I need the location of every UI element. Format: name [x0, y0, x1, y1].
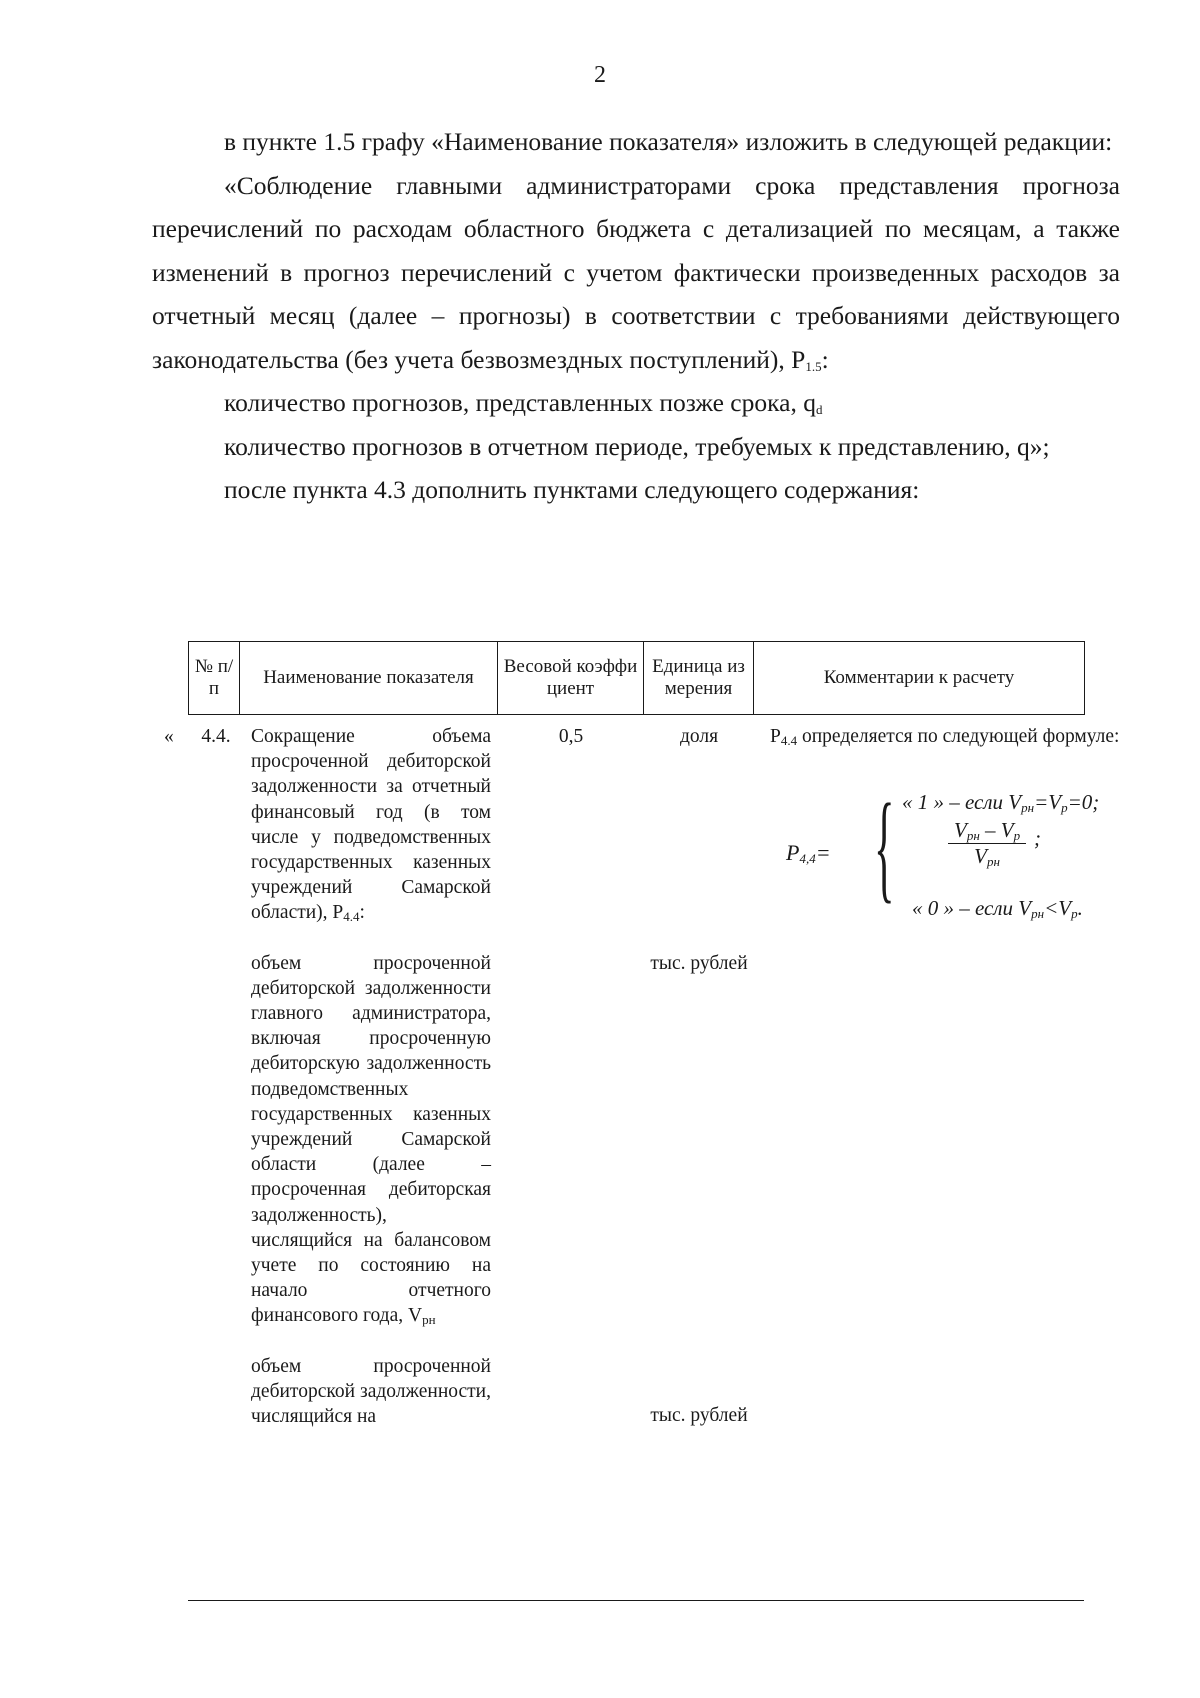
paragraph-5-text: после пункта 4.3 дополнить пунктами следующего содержания: [224, 475, 920, 504]
formula-case-1: « 1 » – если $V_{рн}=V_р=0$; [902, 790, 1100, 815]
indicator-name-cell [251, 724, 491, 1429]
paragraph-3-subscript: d [815, 402, 823, 417]
table-header-row [189, 642, 1085, 715]
formula-fraction [948, 818, 1026, 869]
formula-case-3: « 0 » – если $V_{рн}<V_р$. [912, 896, 1083, 921]
header-name: Наименование показателя [240, 642, 498, 715]
paragraph-3 [152, 381, 1120, 425]
comment-subscript: 4.4 [780, 733, 798, 748]
name-block-2-text: объем просроченной дебиторской задолженности главного администратора, включая просроченную дебиторскую задолженность подведомственных государственных казенных учреждений Самарской области (далее – просроченная дебиторская задолженность), числящийся на балансовом учете по состоянию на начало отчетного финансового года, V [251, 952, 491, 1327]
paragraph-2-tail: : [821, 344, 829, 374]
paragraph-5 [152, 468, 1120, 512]
paragraph-3-text: количество прогнозов, представленных позже срока, q [224, 388, 816, 417]
header-unit: Единица измерения [644, 642, 754, 715]
header-num: № п/п [189, 642, 240, 715]
document-body [152, 120, 1120, 512]
name-block-2 [251, 951, 491, 1329]
opening-quote: « [164, 726, 174, 747]
name-block-2-subscript: рн [422, 1312, 436, 1328]
unit-1: доля [679, 726, 719, 747]
comment-symbol: P [770, 726, 781, 747]
formula-brace: { [874, 779, 895, 914]
name-block-3-text: объем просроченной дебиторской задолженности, числящийся на [251, 1355, 491, 1428]
paragraph-1-text: в пункте 1.5 графу «Наименование показателя» изложить в следующей редакции: [224, 127, 1113, 156]
indicator-table [188, 641, 1084, 715]
name-block-1-text: Сокращение объема просроченной дебиторской задолженности за отчетный финансовый год (в том числе у подведомственных государственных казенных учреждений Самарской области), P [251, 726, 491, 924]
name-block-1 [251, 724, 491, 926]
name-block-1-tail: : [359, 902, 365, 924]
fraction-numerator: $V_{рн} - V_р$ [948, 818, 1026, 844]
formula-p44 [770, 779, 1200, 922]
header-weight: Весовой коэффициент [498, 642, 644, 715]
table-header [188, 641, 1085, 715]
paragraph-2-subscript: 1.5 [805, 358, 822, 374]
table-bottom-rule [188, 1600, 1084, 1601]
formula-lhs: $P_{4,4}=$ [786, 840, 831, 866]
weight-value: 0,5 [558, 726, 584, 747]
name-block-3 [251, 1354, 491, 1430]
name-block-1-subscript: 4.4 [343, 909, 360, 925]
paragraph-1 [152, 120, 1120, 164]
unit-2: тыс. рублей [650, 953, 748, 974]
header-comment: Комментарии к расчету [754, 642, 1085, 715]
paragraph-4 [152, 425, 1120, 469]
page-number: 2 [594, 62, 606, 88]
comment-cell [770, 724, 1200, 749]
paragraph-4-text: количество прогнозов в отчетном периоде, требуемых к представлению, q»; [224, 431, 1050, 461]
row-number: 4.4. [201, 726, 231, 747]
fraction-semicolon: ; [1034, 826, 1041, 850]
paragraph-2 [152, 164, 1120, 382]
unit-3: тыс. рублей [650, 1405, 748, 1426]
comment-text: определяется по следующей формуле: [797, 726, 1120, 747]
fraction-denominator: $V_{рн}$ [974, 844, 1000, 870]
paragraph-2-text: «Соблюдение главными администраторами срока представления прогноза перечислений по расходам областного бюджета с детализацией по месяцам, а также изменений в прогноз перечислений с учетом фактически произведенных расходов за отчетный месяц (далее – прогнозы) в соответствии с требованиями действующего законодательства (без учета безвозмездных поступлений), P [152, 170, 1120, 374]
